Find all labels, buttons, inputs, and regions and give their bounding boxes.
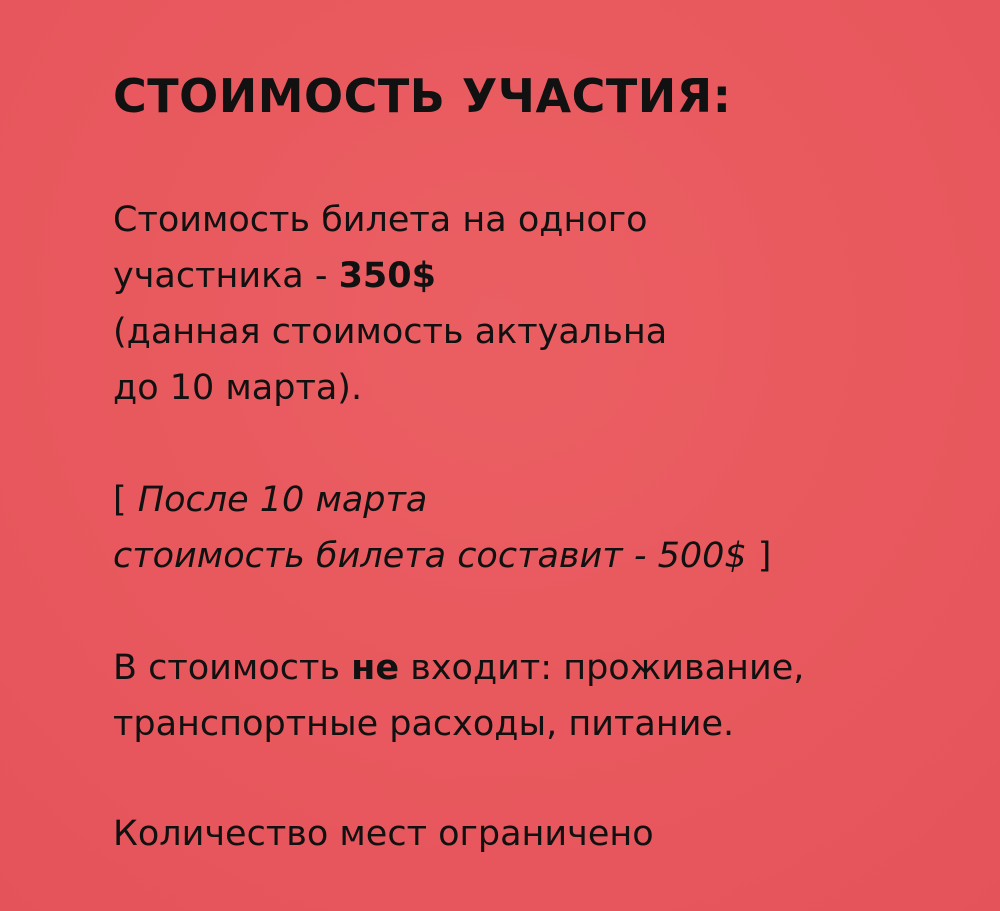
ticket-price: 350$ xyxy=(338,256,436,296)
exclusions-prefix: В стоимость xyxy=(113,648,352,688)
after-date-text-1: После 10 марта xyxy=(137,480,428,520)
after-date-line-2 xyxy=(113,528,771,584)
page-title: СТОИМОСТЬ УЧАСТИЯ: xyxy=(113,69,732,123)
exclusions-emphasis: не xyxy=(351,648,400,688)
after-date-line-1 xyxy=(113,472,771,528)
ticket-line-1: Стоимость билета на одного xyxy=(113,200,648,240)
ticket-line-2 xyxy=(113,248,667,304)
exclusions-block xyxy=(113,640,804,752)
bracket-open: [ xyxy=(113,480,138,520)
ticket-line-3: (данная стоимость актуальна xyxy=(113,312,668,352)
limited-seats-note: Количество мест ограничено xyxy=(113,814,654,854)
exclusions-line-1 xyxy=(113,640,804,696)
ticket-price-block xyxy=(113,192,667,416)
exclusions-suffix: входит: проживание, xyxy=(399,648,805,688)
exclusions-line-2: транспортные расходы, питание. xyxy=(113,704,735,744)
bracket-close: ] xyxy=(746,536,772,576)
after-date-text-2: стоимость билета составит - 500$ xyxy=(113,536,747,576)
after-date-block xyxy=(113,472,771,584)
ticket-line-2-text: участника - xyxy=(113,256,339,296)
ticket-line-4: до 10 марта). xyxy=(113,368,363,408)
